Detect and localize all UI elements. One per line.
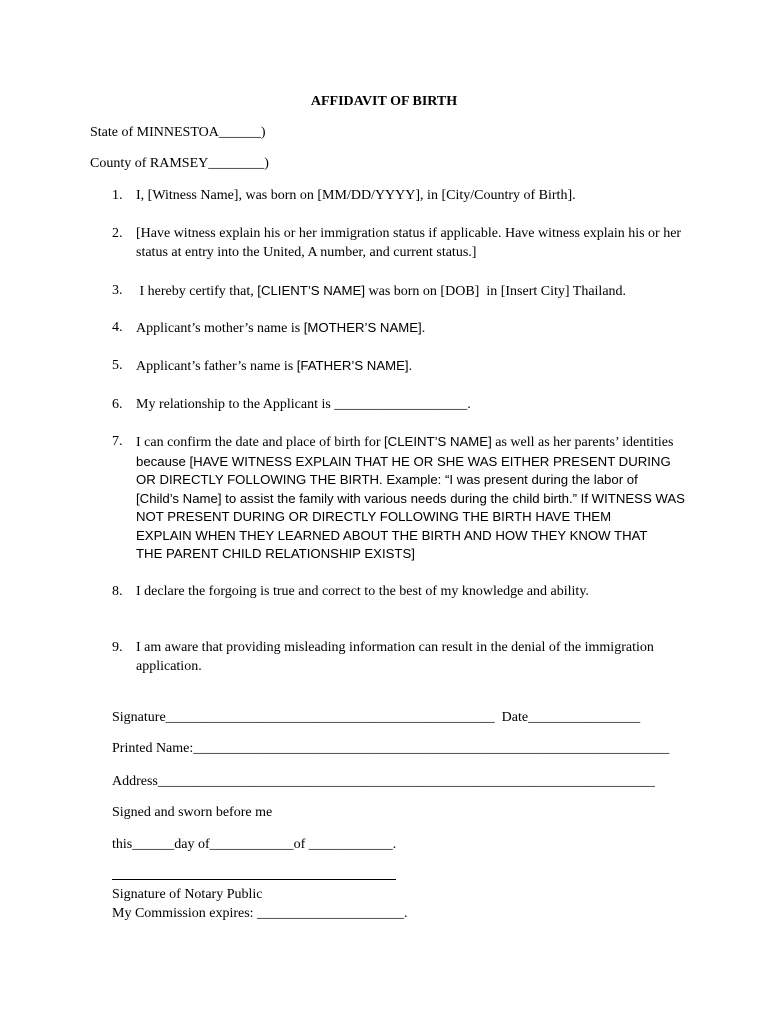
item-7-line-6: EXPLAIN WHEN THEY LEARNED ABOUT THE BIRTH AND HOW THEY KNOW THAT xyxy=(136,527,648,543)
item-9-number: 9. xyxy=(112,640,123,655)
item-2-number: 2. xyxy=(112,226,123,241)
item-6 xyxy=(136,396,696,415)
item-5-text-post: . xyxy=(408,359,413,374)
notary-label: Signature of Notary Public xyxy=(112,887,263,902)
mother-name-placeholder: [MOTHER’S NAME] xyxy=(303,320,422,335)
notary-signature-rule xyxy=(112,879,396,880)
client-name-placeholder: [CLIENT’S NAME] xyxy=(257,283,365,298)
item-7-line-2: because [HAVE WITNESS EXPLAIN THAT HE OR SHE WAS EITHER PRESENT DURING xyxy=(136,453,671,469)
item-9 xyxy=(136,639,696,676)
this-day-line: this______day of____________of ____________. xyxy=(112,837,397,852)
item-8-line-1: I declare the forgoing is true and correct to the best of my knowledge and ability. xyxy=(136,584,589,599)
item-9-line-1: I am aware that providing misleading information can result in the denial of the immigration xyxy=(136,640,654,655)
item-2-line-1: [Have witness explain his or her immigration status if applicable. Have witness explain his or her xyxy=(136,226,682,241)
document-title: AFFIDAVIT OF BIRTH xyxy=(310,94,458,109)
item-7-line-3: OR DIRECTLY FOLLOWING THE BIRTH. Example: “I was present during the labor of xyxy=(136,472,638,487)
commission-line: My Commission expires: _____________________. xyxy=(112,906,408,921)
item-4-line-1 xyxy=(136,319,696,339)
item-8 xyxy=(136,583,696,602)
item-3 xyxy=(136,282,696,302)
state-line: State of MINNESTOA______) xyxy=(90,125,266,140)
item-7-line-4: [Child’s Name] to assist the family with various needs during the child birth.” If WITNESS WAS xyxy=(136,490,685,506)
item-3-text-post: was born on [DOB] in [Insert City] Thailand. xyxy=(365,284,627,299)
address-line: Address_______________________________________________________________________ xyxy=(112,774,655,789)
item-1-line-1: I, [Witness Name], was born on [MM/DD/YYYY], in [City/Country of Birth]. xyxy=(136,188,576,203)
item-4 xyxy=(136,319,696,339)
item-6-line-1: My relationship to the Applicant is ___________________. xyxy=(136,397,471,412)
county-line: County of RAMSEY________) xyxy=(90,156,269,171)
item-1-number: 1. xyxy=(112,188,123,203)
item-7 xyxy=(136,433,696,564)
item-9-line-2: application. xyxy=(136,658,202,674)
item-7-line-5: NOT PRESENT DURING OR DIRECTLY FOLLOWING THE BIRTH HAVE THEM xyxy=(136,509,612,524)
item-5-text-pre: Applicant’s father’s name is xyxy=(136,359,297,374)
item-5 xyxy=(136,357,696,377)
signature-date-line: Signature_______________________________________________ Date________________ xyxy=(112,710,641,725)
item-2-line-2: status at entry into the United, A number, and current status.] xyxy=(136,244,477,260)
item-8-number: 8. xyxy=(112,584,123,599)
item-4-text-pre: Applicant’s mother’s name is xyxy=(136,321,304,336)
cleint-name-placeholder: [CLEINT’S NAME] xyxy=(384,434,492,449)
item-6-number: 6. xyxy=(112,397,123,412)
item-4-text-post: . xyxy=(421,321,426,336)
item-3-line-1 xyxy=(136,282,696,302)
item-3-text-pre: I hereby certify that, xyxy=(136,284,258,299)
item-7-line-7: THE PARENT CHILD RELATIONSHIP EXISTS] xyxy=(136,546,415,561)
sworn-line: Signed and sworn before me xyxy=(112,805,273,820)
item-5-line-1 xyxy=(136,357,696,377)
item-7-text-post: as well as her parents’ identities xyxy=(491,435,674,450)
item-3-number: 3. xyxy=(112,283,123,298)
item-2 xyxy=(136,225,696,262)
item-1 xyxy=(136,187,696,206)
item-7-number: 7. xyxy=(112,434,123,449)
father-name-placeholder: [FATHER’S NAME] xyxy=(296,358,409,373)
printed-name-line: Printed Name:____________________________________________________________________ xyxy=(112,741,670,756)
item-7-text-pre: I can confirm the date and place of birth for xyxy=(136,435,385,450)
item-5-number: 5. xyxy=(112,358,123,373)
item-4-number: 4. xyxy=(112,320,123,335)
item-7-line-1 xyxy=(136,433,696,453)
